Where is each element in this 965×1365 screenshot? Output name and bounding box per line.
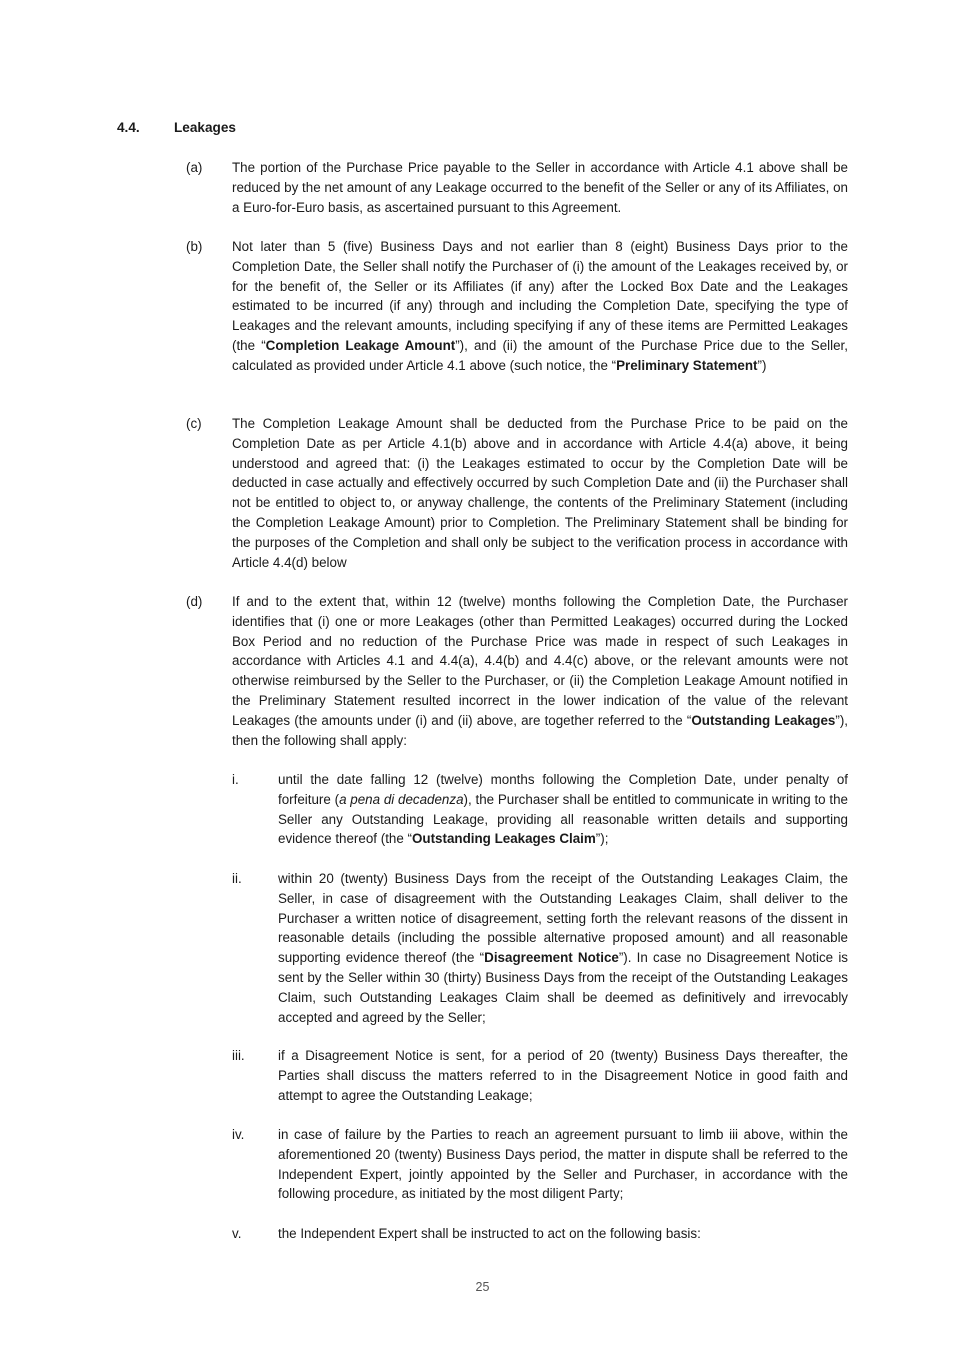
clause-d-label: (d): [186, 594, 203, 609]
subclause-ii-text-part: ”). In case no Disagreement Notice is sent by the Seller within 30 (thirty) Business Days from the receipt of the Outstanding Leakages Claim, such Outstanding Leakages Claim shall be deemed as definitively and irrevocably accepted and agreed by the Seller;: [278, 950, 848, 1025]
subclause-ii: [232, 869, 848, 1027]
subclause-i: [232, 770, 848, 849]
clause-b-label: (b): [186, 239, 203, 254]
subclause-v-label: v.: [232, 1226, 242, 1241]
defined-term-outstanding-leakages-claim: Outstanding Leakages Claim: [412, 831, 596, 847]
section-number: 4.4.: [117, 120, 140, 135]
subclause-i-text: [278, 770, 848, 849]
subclause-i-text-part: until the date falling 12 (twelve) months following the Completion Date, under penalty of forfeiture (: [278, 772, 848, 807]
subclause-iv-text: in case of failure by the Parties to reach an agreement pursuant to limb iii above, within the aforementioned 20 (twenty) Business Days period, the matter in dispute shall be referred to the Independent Expert, jointly appointed by the Seller and Purchaser, in accordance with the following procedure, as initiated by the most diligent Party;: [278, 1127, 848, 1202]
clause-b-text-part: ”), and (ii) the amount of the Purchase Price due to the Seller, calculated as provided under Article 4.1 above (such notice, the “: [232, 337, 848, 373]
subclause-iii-text: if a Disagreement Notice is sent, for a period of 20 (twenty) Business Days thereafter, the Parties shall discuss the matters referred to in the Disagreement Notice in good faith and attempt to agree the Outstanding Leakage;: [278, 1048, 848, 1103]
subclause-v-text: the Independent Expert shall be instructed to act on the following basis:: [278, 1226, 701, 1241]
clause-c-text: The Completion Leakage Amount shall be deducted from the Purchase Price to be paid on the Completion Date as per Article 4.1(b) above and in accordance with Article 4.4(a) above, it being understood and agreed that: (i) the Leakages estimated to occur by the Completion Date will be deducted in case actually and effectively occurred by such Completion Date and (ii) the Purchaser shall not be entitled to object to, or anyway challenge, the contents of the Preliminary Statement (including the Completion Leakage Amount) prior to Completion. The Preliminary Statement shall be binding for the purposes of the Completion and shall only be subject to the verification process in accordance with Article 4.4(d) below: [232, 416, 848, 570]
italic-term: a pena di decadenza: [339, 791, 464, 807]
page-number: 25: [475, 1280, 490, 1294]
subclause-i-text-part: ”);: [595, 831, 609, 847]
clause-d-text-part: ”), then the following shall apply:: [232, 712, 849, 748]
defined-term-preliminary-statement: Preliminary Statement: [616, 357, 758, 373]
clause-c-label: (c): [186, 416, 202, 431]
defined-term-outstanding-leakages: Outstanding Leakages: [691, 712, 836, 728]
clause-d-text-part: If and to the extent that, within 12 (twelve) months following the Completion Date, the Purchaser identifies that (i) one or more Leakages (other than Permitted Leakages) occurred during the Locked Box Period and no reduction of the Purchase Price was made in respect of such Leakages in accordance with Articles 4.1 and 4.4(a), 4.4(b) and 4.4(c) above, or the relevant amounts were not otherwise reimbursed by the Seller to the Purchaser, or (ii) the Completion Leakage Amount notified in the Preliminary Statement resulted incorrect in the lower indication of the value of the relevant Leakages (the amounts under (i) and (ii) above, are together referred to the “: [232, 594, 848, 728]
section-title: Leakages: [174, 120, 236, 135]
clause-c: [186, 414, 848, 572]
subclause-iv-label: iv.: [232, 1127, 245, 1142]
subclause-ii-text: [278, 869, 848, 1027]
clause-a: [186, 158, 848, 217]
subclause-iv: [232, 1125, 848, 1204]
clause-b-text-part: Not later than 5 (five) Business Days and not earlier than 8 (eight) Business Days prior to the Completion Date, the Seller shall notify the Purchaser of (i) the amount of the Leakages received by, or for the benefit of, the Seller or its Affiliates (if any) after the Locked Box Date and the Leakages estimated to be incurred (if any) through and including the Completion Date, specifying the type of Leakages and the relevant amounts, including specifying if any of these items are Permitted Leakages (the “: [232, 239, 848, 353]
clause-b-text: [232, 237, 848, 376]
clause-a-label: (a): [186, 160, 203, 175]
subclause-i-label: i.: [232, 772, 239, 787]
clause-a-text: The portion of the Purchase Price payable to the Seller in accordance with Article 4.1 above shall be reduced by the net amount of any Leakage occurred to the benefit of the Seller or any of its Affiliates, on a Euro-for-Euro basis, as ascertained pursuant to this Agreement.: [232, 160, 848, 215]
subclause-ii-label: ii.: [232, 871, 242, 886]
clause-b: [186, 237, 848, 376]
defined-term-disagreement-notice: Disagreement Notice: [484, 950, 619, 966]
clause-d-text: [232, 592, 848, 750]
subclause-iii-label: iii.: [232, 1048, 245, 1063]
section-heading: [117, 118, 236, 138]
subclause-ii-text-part: within 20 (twenty) Business Days from the receipt of the Outstanding Leakages Claim, the Seller, in case of disagreement with the Outstanding Leakages Claim, shall deliver to the Purchaser a written notice of disagreement, setting forth the relevant reasons of the dissent in reasonable details (including the possible alternative proposed amount) and all reasonable supporting evidence thereof (the “: [278, 871, 848, 966]
subclause-i-text-part: ), the Purchaser shall be entitled to communicate in writing to the Seller any Outstanding Leakage, providing all reasonable written details and supporting evidence thereof (the “: [278, 791, 849, 847]
clause-b-text-part: ”): [757, 357, 767, 373]
subclause-v: [232, 1224, 848, 1244]
defined-term-completion-leakage-amount: Completion Leakage Amount: [265, 337, 456, 353]
subclause-iii: [232, 1046, 848, 1105]
clause-d: [186, 592, 848, 750]
